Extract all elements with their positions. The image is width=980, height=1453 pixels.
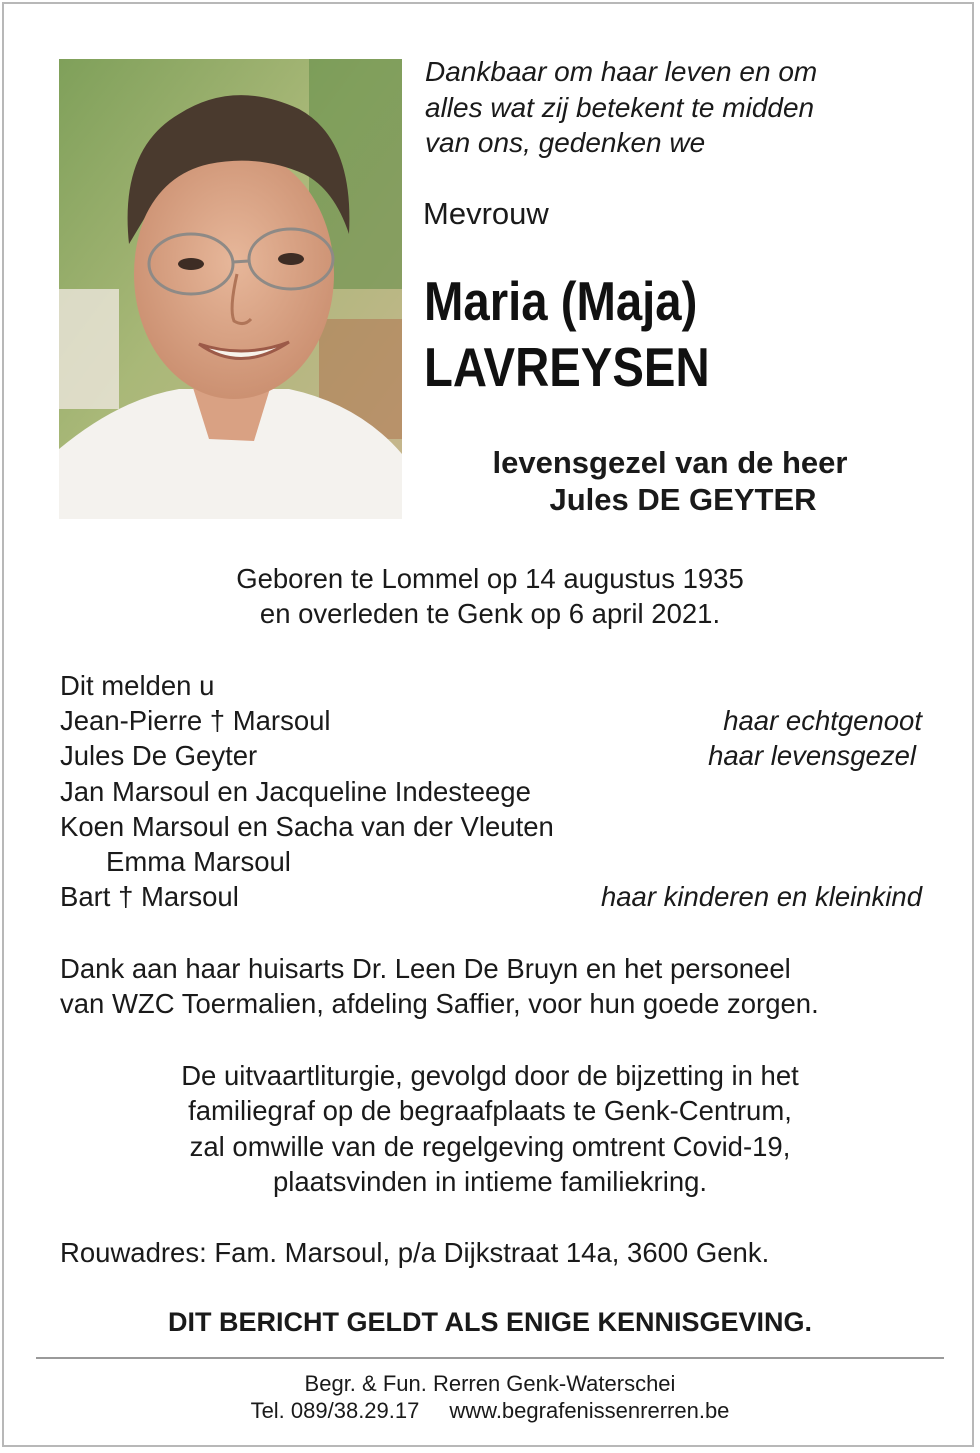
family-list (60, 668, 922, 914)
family-relation: haar echtgenoot (723, 705, 922, 737)
funeral-line: plaatsvinden in intieme familiekring. (272, 1165, 708, 1197)
thanks-line-2: van WZC Toermalien, afdeling Saffier, voor hun goede zorgen. (60, 988, 819, 1019)
family-member-name: Bart † Marsoul (60, 881, 239, 913)
funeral-text (40, 1058, 940, 1199)
deceased-last-name: LAVREYSEN (424, 336, 710, 398)
thanks-text (60, 951, 940, 1021)
family-member-name: Emma Marsoul (106, 845, 291, 877)
deceased-first-name: Maria (Maja) (424, 270, 698, 332)
birth-line: Geboren te Lommel op 14 augustus 1935 (236, 563, 744, 594)
footer (40, 1370, 940, 1424)
family-member-name: Koen Marsoul en Sacha van der Vleuten (60, 810, 554, 842)
funeral-company: Begr. & Fun. Rerren Genk-Waterschei (304, 1371, 676, 1396)
birth-death-dates (40, 561, 940, 631)
partner-text (430, 444, 910, 518)
family-row (60, 879, 922, 914)
family-row (60, 844, 922, 879)
footer-phone: Tel. 089/38.29.17 (250, 1398, 420, 1423)
portrait-photo (59, 59, 402, 519)
footer-divider (36, 1357, 944, 1359)
family-relation: haar levensgezel (708, 740, 916, 772)
partner-line-2: Jules DE GEYTER (549, 482, 817, 517)
death-line: en overleden te Genk op 6 april 2021. (259, 598, 721, 629)
honorific: Mevrouw (423, 196, 549, 231)
family-member-name: Jan Marsoul en Jacqueline Indesteege (60, 775, 531, 807)
funeral-line: zal omwille van de regelgeving omtrent Covid-19, (189, 1130, 791, 1162)
intro-line: Dankbaar om haar leven en om (425, 56, 818, 87)
deceased-name (424, 268, 710, 400)
thanks-line-1: Dank aan haar huisarts Dr. Leen De Bruyn en het personeel (60, 953, 791, 984)
intro-line: alles wat zij betekent te midden (425, 91, 815, 123)
intro-text (425, 54, 945, 161)
partner-line-1: levensgezel van de heer (492, 445, 848, 480)
official-notice: DIT BERICHT GELDT ALS ENIGE KENNISGEVING. (167, 1307, 813, 1337)
family-relation: haar kinderen en kleinkind (600, 881, 922, 913)
funeral-line: familiegraf op de begraafplaats te Genk-Centrum, (188, 1095, 792, 1127)
family-member-name: Jean-Pierre † Marsoul (60, 705, 331, 737)
family-intro (60, 668, 922, 703)
family-row (60, 774, 922, 809)
footer-website: www.begrafenissenrerren.be (449, 1398, 730, 1423)
family-row (60, 738, 922, 773)
funeral-line: De uitvaartliturgie, gevolgd door de bijzetting in het (181, 1060, 799, 1091)
family-row (60, 809, 922, 844)
mourning-address: Rouwadres: Fam. Marsoul, p/a Dijkstraat 14a, 3600 Genk. (60, 1237, 770, 1268)
footer-contact (40, 1397, 940, 1424)
intro-line: van ons, gedenken we (425, 127, 706, 158)
family-member-name: Jules De Geyter (60, 740, 258, 772)
family-intro-text: Dit melden u (60, 670, 215, 701)
family-row (60, 703, 922, 738)
